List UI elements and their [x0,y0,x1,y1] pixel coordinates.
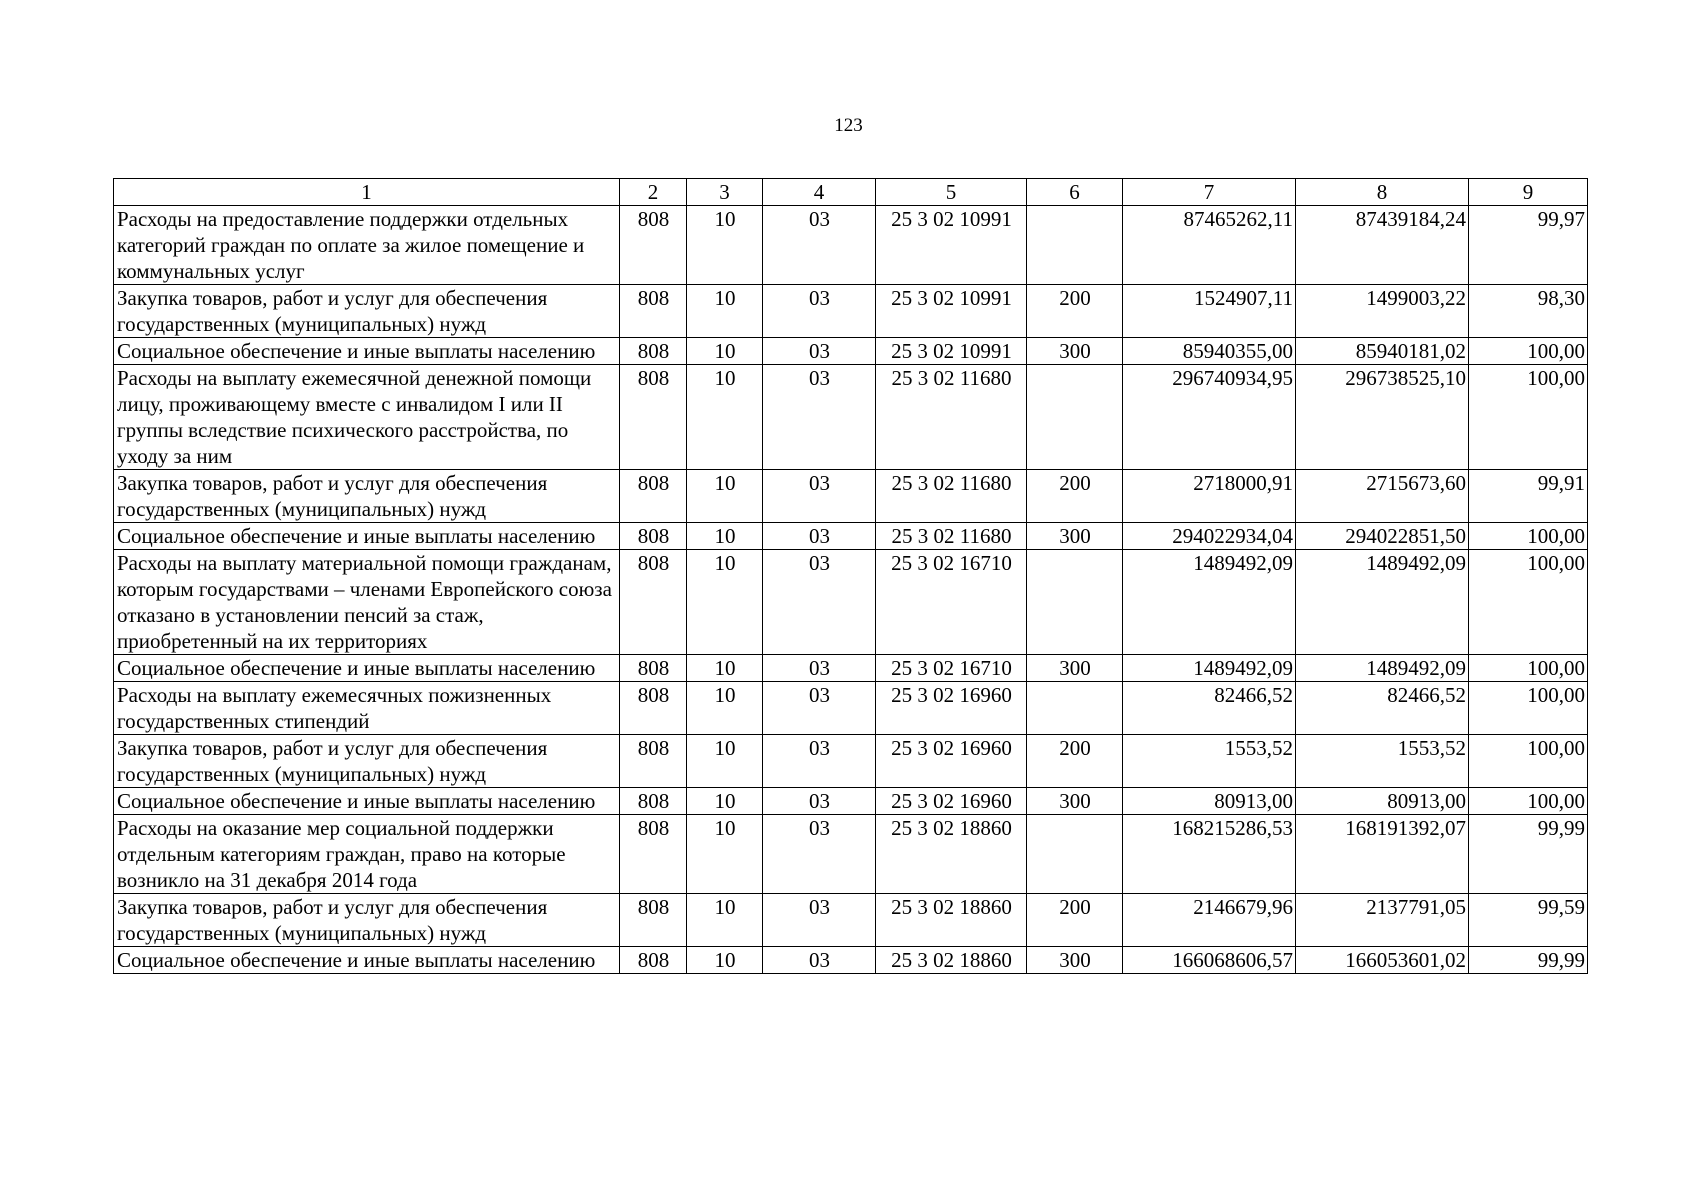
admin-code-cell: 808 [620,338,687,365]
admin-code-cell: 808 [620,655,687,682]
executed-amount-cell: 168191392,07 [1296,815,1469,894]
col-header-4: 4 [763,179,876,206]
execution-percent-cell: 99,59 [1469,894,1588,947]
col-header-6: 6 [1027,179,1123,206]
col-header-3: 3 [687,179,763,206]
expense-name-cell: Социальное обеспечение и иные выплаты населению [114,655,620,682]
target-article-cell: 25 3 02 10991 [876,338,1027,365]
section-code-cell: 10 [687,523,763,550]
expense-name-cell: Расходы на выплату материальной помощи гражданам, которым государствами – членами Европейского союза отказано в установлении пенсий за стаж, приобретенный на их территориях [114,550,620,655]
section-code-cell: 10 [687,735,763,788]
section-code-cell: 10 [687,365,763,470]
table-row [114,338,1588,365]
expense-type-cell: 300 [1027,788,1123,815]
executed-amount-cell: 1499003,22 [1296,285,1469,338]
expense-type-cell [1027,815,1123,894]
execution-percent-cell: 100,00 [1469,682,1588,735]
table-row [114,206,1588,285]
executed-amount-cell: 82466,52 [1296,682,1469,735]
target-article-cell: 25 3 02 11680 [876,365,1027,470]
expense-type-cell: 200 [1027,894,1123,947]
expense-type-cell: 300 [1027,947,1123,974]
section-code-cell: 10 [687,894,763,947]
planned-amount-cell: 2146679,96 [1123,894,1296,947]
table-row [114,550,1588,655]
target-article-cell: 25 3 02 18860 [876,894,1027,947]
executed-amount-cell: 1489492,09 [1296,655,1469,682]
expense-name-cell: Социальное обеспечение и иные выплаты населению [114,788,620,815]
execution-percent-cell: 100,00 [1469,655,1588,682]
executed-amount-cell: 2715673,60 [1296,470,1469,523]
expense-name-cell: Расходы на выплату ежемесячной денежной помощи лицу, проживающему вместе с инвалидом I или II группы вследствие психического расстройства, по уходу за ним [114,365,620,470]
executed-amount-cell: 1489492,09 [1296,550,1469,655]
table-row [114,947,1588,974]
expense-name-cell: Расходы на выплату ежемесячных пожизненных государственных стипендий [114,682,620,735]
target-article-cell: 25 3 02 10991 [876,206,1027,285]
header-row [114,179,1588,206]
admin-code-cell: 808 [620,470,687,523]
executed-amount-cell: 2137791,05 [1296,894,1469,947]
expense-type-cell: 200 [1027,735,1123,788]
target-article-cell: 25 3 02 16960 [876,735,1027,788]
table-row [114,285,1588,338]
planned-amount-cell: 82466,52 [1123,682,1296,735]
subsection-code-cell: 03 [763,338,876,365]
target-article-cell: 25 3 02 16710 [876,655,1027,682]
table-body [114,206,1588,974]
section-code-cell: 10 [687,470,763,523]
subsection-code-cell: 03 [763,735,876,788]
subsection-code-cell: 03 [763,682,876,735]
table-header [114,179,1588,206]
execution-percent-cell: 99,99 [1469,947,1588,974]
subsection-code-cell: 03 [763,947,876,974]
executed-amount-cell: 87439184,24 [1296,206,1469,285]
planned-amount-cell: 80913,00 [1123,788,1296,815]
section-code-cell: 10 [687,550,763,655]
table-row [114,365,1588,470]
executed-amount-cell: 80913,00 [1296,788,1469,815]
subsection-code-cell: 03 [763,523,876,550]
expense-type-cell [1027,206,1123,285]
expense-name-cell: Социальное обеспечение и иные выплаты населению [114,338,620,365]
execution-percent-cell: 100,00 [1469,788,1588,815]
subsection-code-cell: 03 [763,285,876,338]
expense-name-cell: Закупка товаров, работ и услуг для обеспечения государственных (муниципальных) нужд [114,894,620,947]
col-header-9: 9 [1469,179,1588,206]
planned-amount-cell: 1489492,09 [1123,655,1296,682]
expense-name-cell: Расходы на оказание мер социальной поддержки отдельным категориям граждан, право на которые возникло на 31 декабря 2014 года [114,815,620,894]
table-row [114,682,1588,735]
expense-type-cell: 300 [1027,655,1123,682]
subsection-code-cell: 03 [763,470,876,523]
table-row [114,470,1588,523]
target-article-cell: 25 3 02 11680 [876,523,1027,550]
planned-amount-cell: 1524907,11 [1123,285,1296,338]
admin-code-cell: 808 [620,285,687,338]
section-code-cell: 10 [687,947,763,974]
admin-code-cell: 808 [620,682,687,735]
subsection-code-cell: 03 [763,815,876,894]
expense-name-cell: Закупка товаров, работ и услуг для обеспечения государственных (муниципальных) нужд [114,470,620,523]
target-article-cell: 25 3 02 11680 [876,470,1027,523]
executed-amount-cell: 294022851,50 [1296,523,1469,550]
execution-percent-cell: 100,00 [1469,338,1588,365]
execution-percent-cell: 100,00 [1469,523,1588,550]
planned-amount-cell: 87465262,11 [1123,206,1296,285]
admin-code-cell: 808 [620,365,687,470]
table-row [114,735,1588,788]
section-code-cell: 10 [687,788,763,815]
planned-amount-cell: 294022934,04 [1123,523,1296,550]
admin-code-cell: 808 [620,788,687,815]
subsection-code-cell: 03 [763,365,876,470]
executed-amount-cell: 1553,52 [1296,735,1469,788]
executed-amount-cell: 166053601,02 [1296,947,1469,974]
admin-code-cell: 808 [620,815,687,894]
page-number: 123 [834,115,863,136]
planned-amount-cell: 2718000,91 [1123,470,1296,523]
admin-code-cell: 808 [620,206,687,285]
admin-code-cell: 808 [620,550,687,655]
expense-name-cell: Закупка товаров, работ и услуг для обеспечения государственных (муниципальных) нужд [114,735,620,788]
section-code-cell: 10 [687,338,763,365]
col-header-5: 5 [876,179,1027,206]
expense-name-cell: Закупка товаров, работ и услуг для обеспечения государственных (муниципальных) нужд [114,285,620,338]
executed-amount-cell: 296738525,10 [1296,365,1469,470]
subsection-code-cell: 03 [763,788,876,815]
planned-amount-cell: 166068606,57 [1123,947,1296,974]
table-row [114,655,1588,682]
section-code-cell: 10 [687,206,763,285]
planned-amount-cell: 168215286,53 [1123,815,1296,894]
execution-percent-cell: 100,00 [1469,550,1588,655]
subsection-code-cell: 03 [763,655,876,682]
col-header-2: 2 [620,179,687,206]
table-row [114,788,1588,815]
target-article-cell: 25 3 02 18860 [876,947,1027,974]
table-row [114,815,1588,894]
executed-amount-cell: 85940181,02 [1296,338,1469,365]
planned-amount-cell: 1489492,09 [1123,550,1296,655]
table-row [114,894,1588,947]
execution-percent-cell: 99,97 [1469,206,1588,285]
col-header-8: 8 [1296,179,1469,206]
expense-type-cell: 300 [1027,523,1123,550]
expense-name-cell: Расходы на предоставление поддержки отдельных категорий граждан по оплате за жилое помещение и коммунальных услуг [114,206,620,285]
execution-percent-cell: 99,91 [1469,470,1588,523]
expense-type-cell [1027,365,1123,470]
table-row [114,523,1588,550]
col-header-1: 1 [114,179,620,206]
section-code-cell: 10 [687,682,763,735]
section-code-cell: 10 [687,655,763,682]
target-article-cell: 25 3 02 10991 [876,285,1027,338]
admin-code-cell: 808 [620,947,687,974]
expense-type-cell [1027,682,1123,735]
expense-type-cell [1027,550,1123,655]
execution-percent-cell: 100,00 [1469,365,1588,470]
target-article-cell: 25 3 02 18860 [876,815,1027,894]
admin-code-cell: 808 [620,735,687,788]
expense-type-cell: 200 [1027,285,1123,338]
target-article-cell: 25 3 02 16960 [876,682,1027,735]
expense-type-cell: 200 [1027,470,1123,523]
expense-type-cell: 300 [1027,338,1123,365]
planned-amount-cell: 296740934,95 [1123,365,1296,470]
execution-percent-cell: 99,99 [1469,815,1588,894]
budget-table [113,178,1588,974]
section-code-cell: 10 [687,285,763,338]
execution-percent-cell: 100,00 [1469,735,1588,788]
planned-amount-cell: 1553,52 [1123,735,1296,788]
expense-name-cell: Социальное обеспечение и иные выплаты населению [114,947,620,974]
admin-code-cell: 808 [620,894,687,947]
target-article-cell: 25 3 02 16960 [876,788,1027,815]
target-article-cell: 25 3 02 16710 [876,550,1027,655]
section-code-cell: 10 [687,815,763,894]
col-header-7: 7 [1123,179,1296,206]
subsection-code-cell: 03 [763,206,876,285]
subsection-code-cell: 03 [763,550,876,655]
expense-name-cell: Социальное обеспечение и иные выплаты населению [114,523,620,550]
planned-amount-cell: 85940355,00 [1123,338,1296,365]
admin-code-cell: 808 [620,523,687,550]
subsection-code-cell: 03 [763,894,876,947]
execution-percent-cell: 98,30 [1469,285,1588,338]
